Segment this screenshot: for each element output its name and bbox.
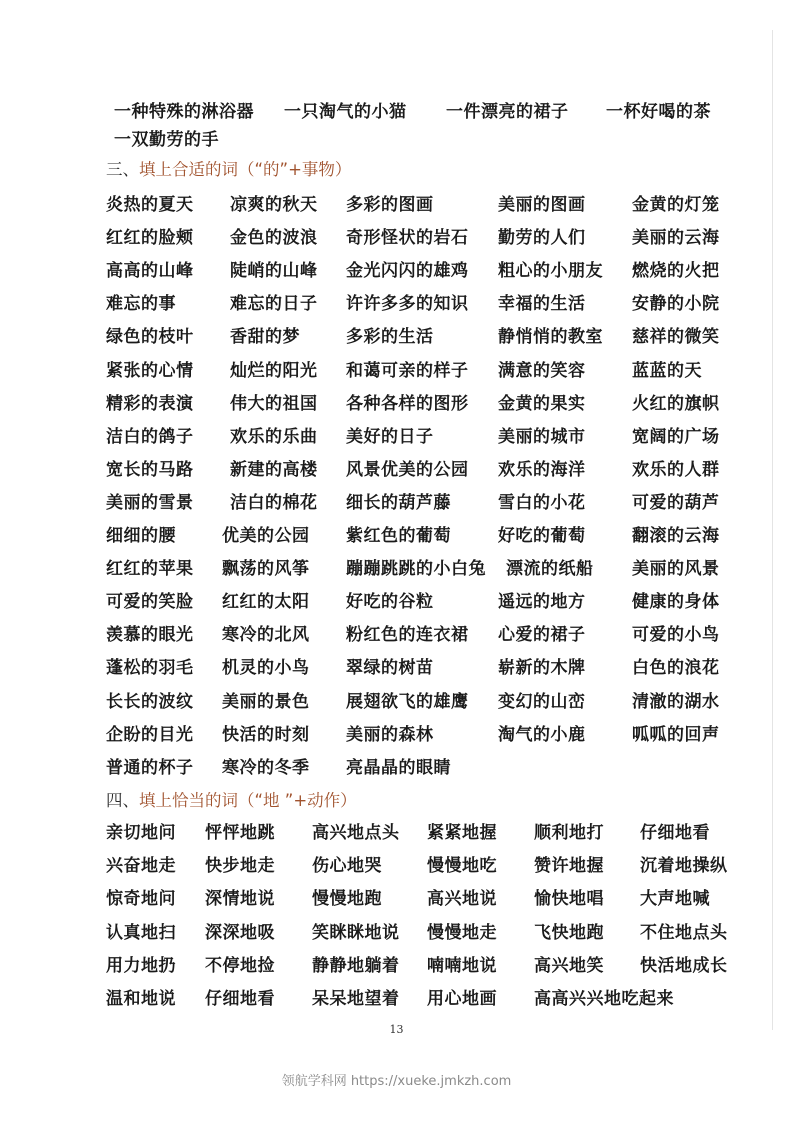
phrase-item: 奇形怪状的岩石 (346, 228, 469, 248)
phrase-item: 羡慕的眼光 (106, 625, 194, 645)
phrase-item: 一种特殊的淋浴器 (114, 102, 254, 122)
phrase-item: 金黄的果实 (498, 394, 586, 414)
phrase-item: 洁白的棉花 (230, 493, 318, 513)
phrase-item: 陡峭的山峰 (230, 261, 318, 281)
phrase-item: 红红的脸颊 (106, 228, 194, 248)
phrase-item: 美丽的景色 (222, 692, 310, 712)
phrase-row (0, 986, 793, 1014)
phrase-item: 紧张的心情 (106, 361, 194, 381)
phrase-item: 仔细地看 (205, 989, 275, 1009)
phrase-item: 机灵的小鸟 (222, 658, 310, 678)
phrase-row (0, 192, 793, 220)
phrase-item: 凉爽的秋天 (230, 195, 318, 215)
phrase-item: 一杯好喝的茶 (606, 102, 711, 122)
section-title: 填上合适的词（“的”+事物） (139, 160, 352, 179)
phrase-row (0, 886, 793, 914)
phrase-item: 美丽的森林 (346, 725, 434, 745)
phrase-item: 好吃的葡萄 (498, 526, 586, 546)
phrase-item: 难忘的事 (106, 294, 176, 314)
phrase-row (0, 556, 793, 584)
phrase-item: 慢慢地走 (427, 923, 497, 943)
phrase-item: 欢乐的乐曲 (230, 427, 318, 447)
phrase-item: 崭新的木牌 (498, 658, 586, 678)
phrase-row (0, 358, 793, 386)
phrase-item: 金光闪闪的雄鸡 (346, 261, 469, 281)
phrase-item: 满意的笑容 (498, 361, 586, 381)
phrase-item: 美丽的风景 (632, 559, 720, 579)
phrase-item: 金黄的灯笼 (632, 195, 720, 215)
phrase-item: 各种各样的图形 (346, 394, 469, 414)
phrase-item: 亮晶晶的眼睛 (346, 758, 451, 778)
phrase-row (0, 258, 793, 286)
phrase-item: 多彩的图画 (346, 195, 434, 215)
phrase-item: 企盼的目光 (106, 725, 194, 745)
phrase-item: 雪白的小花 (498, 493, 586, 513)
phrase-row (0, 655, 793, 683)
phrase-item: 高兴地笑 (534, 956, 604, 976)
phrase-item: 安静的小院 (632, 294, 720, 314)
phrase-item: 静静地躺着 (312, 956, 400, 976)
phrase-row (0, 490, 793, 518)
phrase-item: 新建的高楼 (230, 460, 318, 480)
phrase-item: 兴奋地走 (106, 856, 176, 876)
phrase-item: 展翅欲飞的雄鹰 (346, 692, 469, 712)
phrase-item: 香甜的梦 (230, 327, 300, 347)
phrase-item: 红红的太阳 (222, 592, 310, 612)
phrase-item: 顺利地打 (534, 823, 604, 843)
phrase-item: 慢慢地跑 (312, 889, 382, 909)
phrase-row (0, 920, 793, 948)
phrase-row (0, 622, 793, 650)
phrase-item: 粗心的小朋友 (498, 261, 603, 281)
phrase-item: 快活的时刻 (222, 725, 310, 745)
phrase-item: 细长的葫芦藤 (346, 493, 451, 513)
phrase-row (0, 820, 793, 848)
phrase-item: 高高兴兴地吃起来 (534, 989, 674, 1009)
phrase-item: 美丽的图画 (498, 195, 586, 215)
phrase-item: 喃喃地说 (427, 956, 497, 976)
page-number: 13 (389, 1023, 404, 1036)
phrase-row-top (0, 99, 793, 127)
phrase-row (0, 953, 793, 981)
phrase-item: 美丽的云海 (632, 228, 720, 248)
phrase-item: 寒冷的北风 (222, 625, 310, 645)
phrase-item: 飞快地跑 (534, 923, 604, 943)
section-3-heading (106, 158, 351, 182)
phrase-row (0, 225, 793, 253)
phrase-item: 优美的公园 (222, 526, 310, 546)
phrase-item: 大声地喊 (640, 889, 710, 909)
phrase-item: 难忘的日子 (230, 294, 318, 314)
phrase-item: 呱呱的回声 (632, 725, 720, 745)
phrase-item: 紫红色的葡萄 (346, 526, 451, 546)
section-4-heading (106, 789, 357, 813)
phrase-item: 一只淘气的小猫 (284, 102, 407, 122)
phrase-item: 红红的苹果 (106, 559, 194, 579)
phrase-item: 可爱的笑脸 (106, 592, 194, 612)
phrase-item: 亲切地问 (106, 823, 176, 843)
phrase-row (0, 324, 793, 352)
phrase-item: 洁白的鸽子 (106, 427, 194, 447)
phrase-item: 紧紧地握 (427, 823, 497, 843)
phrase-item: 多彩的生活 (346, 327, 434, 347)
phrase-item: 高高的山峰 (106, 261, 194, 281)
phrase-item: 和蔼可亲的样子 (346, 361, 469, 381)
phrase-item: 燃烧的火把 (632, 261, 720, 281)
section-title: 填上恰当的词（“地 ”+动作） (139, 791, 357, 810)
phrase-item: 宽阔的广场 (632, 427, 720, 447)
phrase-item: 伤心地哭 (312, 856, 382, 876)
phrase-item: 心爱的裙子 (498, 625, 586, 645)
phrase-item: 一件漂亮的裙子 (446, 102, 569, 122)
phrase-item: 绿色的枝叶 (106, 327, 194, 347)
phrase-row (0, 457, 793, 485)
phrase-item: 宽长的马路 (106, 460, 194, 480)
phrase-item: 用心地画 (427, 989, 497, 1009)
phrase-item: 高兴地说 (427, 889, 497, 909)
section-number: 三、 (106, 160, 139, 179)
phrase-item: 不停地捡 (205, 956, 275, 976)
phrase-item: 不住地点头 (640, 923, 728, 943)
phrase-item: 遥远的地方 (498, 592, 586, 612)
phrase-row (0, 689, 793, 717)
phrase-item: 快活地成长 (640, 956, 728, 976)
phrase-item: 美好的日子 (346, 427, 434, 447)
phrase-item: 可爱的葫芦 (632, 493, 720, 513)
phrase-item: 认真地扫 (106, 923, 176, 943)
phrase-row (0, 755, 793, 783)
section-number: 四、 (106, 791, 139, 810)
phrase-item: 精彩的表演 (106, 394, 194, 414)
phrase-row (0, 523, 793, 551)
phrase-item: 可爱的小鸟 (632, 625, 720, 645)
phrase-item: 白色的浪花 (632, 658, 720, 678)
phrase-item: 变幻的山峦 (498, 692, 586, 712)
phrase-item: 呆呆地望着 (312, 989, 400, 1009)
phrase-item: 静悄悄的教室 (498, 327, 603, 347)
phrase-row (0, 424, 793, 452)
phrase-item: 沉着地操纵 (640, 856, 728, 876)
phrase-item: 寒冷的冬季 (222, 758, 310, 778)
phrase-item: 粉红色的连衣裙 (346, 625, 469, 645)
phrase-item: 翻滚的云海 (632, 526, 720, 546)
phrase-item: 火红的旗帜 (632, 394, 720, 414)
phrase-item: 风景优美的公园 (346, 460, 469, 480)
phrase-item: 高兴地点头 (312, 823, 400, 843)
phrase-item: 幸福的生活 (498, 294, 586, 314)
phrase-item: 用力地扔 (106, 956, 176, 976)
phrase-row (0, 391, 793, 419)
phrase-item: 蓝蓝的天 (632, 361, 702, 381)
phrase-item: 欢乐的人群 (632, 460, 720, 480)
phrase-item: 许许多多的知识 (346, 294, 469, 314)
phrase-item: 美丽的城市 (498, 427, 586, 447)
phrase-item: 蓬松的羽毛 (106, 658, 194, 678)
phrase-item: 仔细地看 (640, 823, 710, 843)
phrase-item: 清澈的湖水 (632, 692, 720, 712)
phrase-item: 长长的波纹 (106, 692, 194, 712)
phrase-item: 飘荡的风筝 (222, 559, 310, 579)
phrase-item: 灿烂的阳光 (230, 361, 318, 381)
phrase-row (0, 291, 793, 319)
phrase-item: 愉快地唱 (534, 889, 604, 909)
phrase-item: 金色的波浪 (230, 228, 318, 248)
phrase-item: 翠绿的树苗 (346, 658, 434, 678)
phrase-item: 伟大的祖国 (230, 394, 318, 414)
phrase-item: 怦怦地跳 (205, 823, 275, 843)
phrase-item: 欢乐的海洋 (498, 460, 586, 480)
phrase-item: 勤劳的人们 (498, 228, 586, 248)
phrase-item: 漂流的纸船 (506, 559, 594, 579)
phrase-item: 蹦蹦跳跳的小白兔 (346, 559, 486, 579)
phrase-item: 快步地走 (205, 856, 275, 876)
phrase-row (0, 853, 793, 881)
phrase-item: 一双勤劳的手 (114, 130, 219, 150)
phrase-row-top (0, 127, 793, 155)
phrase-item: 笑眯眯地说 (312, 923, 400, 943)
phrase-item: 惊奇地问 (106, 889, 176, 909)
phrase-item: 深深地吸 (205, 923, 275, 943)
phrase-item: 慢慢地吃 (427, 856, 497, 876)
phrase-item: 健康的身体 (632, 592, 720, 612)
phrase-item: 美丽的雪景 (106, 493, 194, 513)
phrase-item: 温和地说 (106, 989, 176, 1009)
phrase-item: 赞许地握 (534, 856, 604, 876)
phrase-item: 细细的腰 (106, 526, 176, 546)
phrase-item: 好吃的谷粒 (346, 592, 434, 612)
phrase-item: 炎热的夏天 (106, 195, 194, 215)
phrase-row (0, 589, 793, 617)
phrase-item: 普通的杯子 (106, 758, 194, 778)
phrase-item: 慈祥的微笑 (632, 327, 720, 347)
phrase-row (0, 722, 793, 750)
phrase-item: 深情地说 (205, 889, 275, 909)
footer-watermark: 领航学科网 https://xueke.jmkzh.com (281, 1074, 512, 1089)
phrase-item: 淘气的小鹿 (498, 725, 586, 745)
